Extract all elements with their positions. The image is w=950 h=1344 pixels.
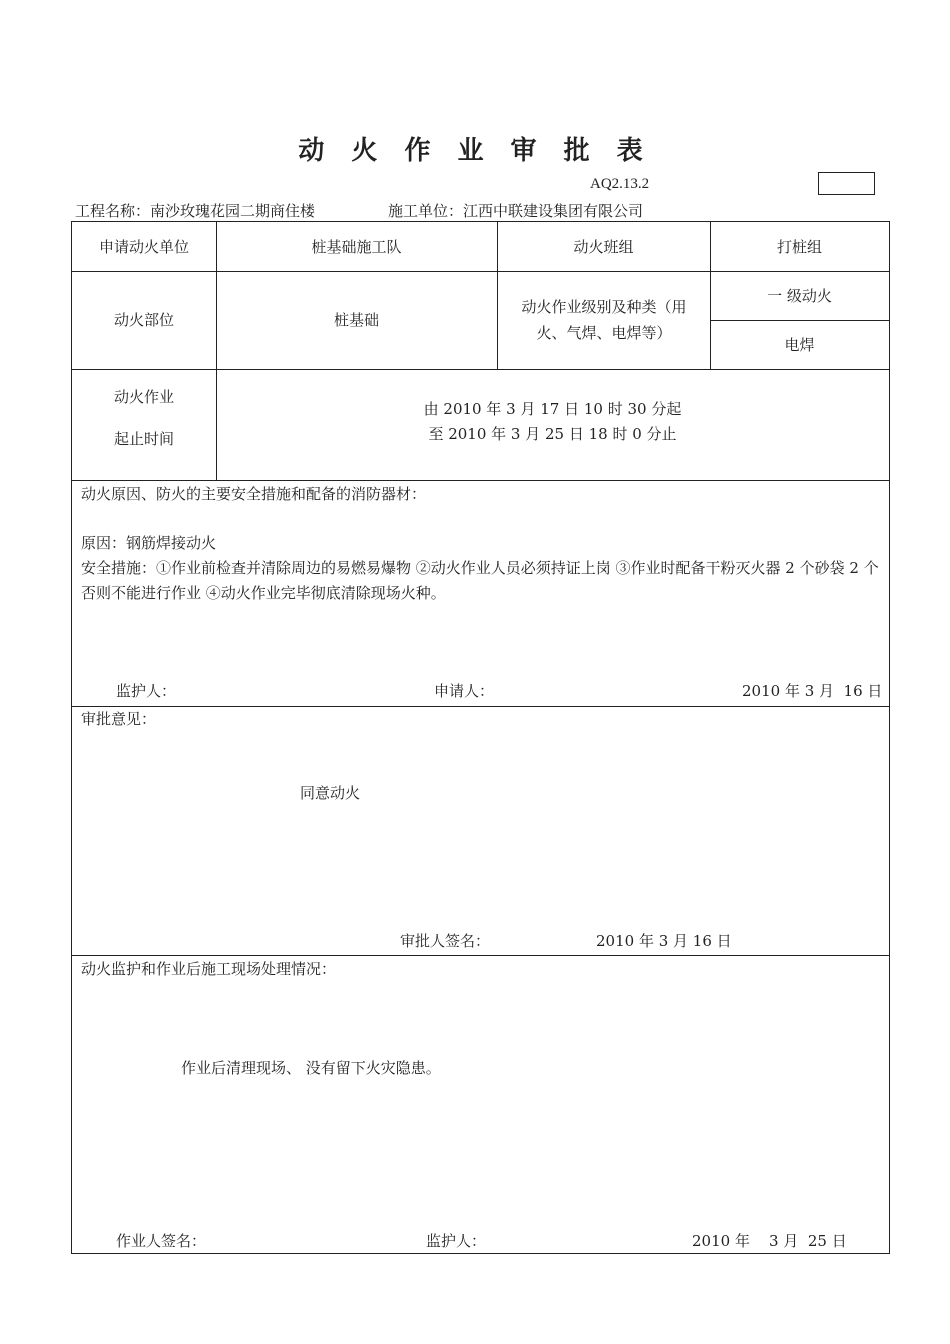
location-value: 桩基础: [333, 311, 379, 329]
approver-signature-label: 审批人签名：: [400, 932, 491, 950]
applicant-unit-value: 桩基础施工队: [311, 237, 402, 256]
approval-table: [71, 221, 890, 1254]
time-from: 由 2010 年 3 月 17 日 10 时 30 分起: [423, 400, 682, 418]
row-divider: [72, 706, 889, 707]
aftercare-note: 作业后清理现场、 没有留下火灾隐患。: [181, 1059, 441, 1077]
page-title: 动 火 作 业 审 批 表: [298, 136, 652, 166]
safety-guardian-label: 监护人：: [116, 682, 177, 700]
location-label: 动火部位: [113, 311, 174, 329]
safety-reason: 原因：钢筋焊接动火: [81, 534, 217, 552]
team-value: 打桩组: [776, 237, 822, 256]
aftercare-heading: 动火监护和作业后施工现场处理情况：: [81, 960, 337, 978]
approval-opinion: 同意动火: [300, 784, 361, 802]
project-name: 工程名称：南沙玫瑰花园二期商住楼: [75, 202, 316, 220]
safety-heading: 动火原因、防火的主要安全措施和配备的消防器材：: [81, 485, 427, 503]
level-label: 动火作业级别及种类（用火、气焊、电焊等）: [521, 298, 687, 342]
row-divider: [72, 955, 889, 956]
aftercare-guardian-label: 监护人：: [426, 1232, 487, 1250]
time-label-line2: 起止时间: [113, 430, 174, 448]
aftercare-date: 2010 年 3 月 25 日: [692, 1232, 847, 1250]
safety-applicant-label: 申请人：: [434, 682, 495, 700]
approval-date: 2010 年 3 月 16 日: [596, 932, 732, 950]
serial-number-box: [818, 172, 875, 195]
approval-heading: 审批意见：: [81, 710, 157, 728]
time-label-line1: 动火作业: [113, 388, 174, 406]
team-label: 动火班组: [573, 237, 634, 256]
form-code: AQ2.13.2: [590, 176, 650, 192]
worker-signature-label: 作业人签名：: [116, 1232, 207, 1250]
type-value: 电焊: [784, 335, 815, 354]
applicant-unit-label: 申请动火单位: [98, 237, 189, 256]
safety-date: 2010 年 3 月 16 日: [742, 682, 883, 700]
contractor-name: 施工单位：江西中联建设集团有限公司: [388, 202, 644, 220]
row-divider: [72, 480, 889, 481]
row-divider: [72, 369, 889, 370]
time-to: 至 2010 年 3 月 25 日 18 时 0 分止: [428, 425, 677, 443]
level-value: 一 级动火: [767, 286, 832, 305]
safety-measures: 安全措施：①作业前检查并清除周边的易燃易爆物 ②动火作业人员必须持证上岗 ③作业时配备干粉灭火器 2 个砂袋 2 个否则不能进行作业 ④动火作业完毕彻底清除现场火种。: [81, 559, 879, 602]
